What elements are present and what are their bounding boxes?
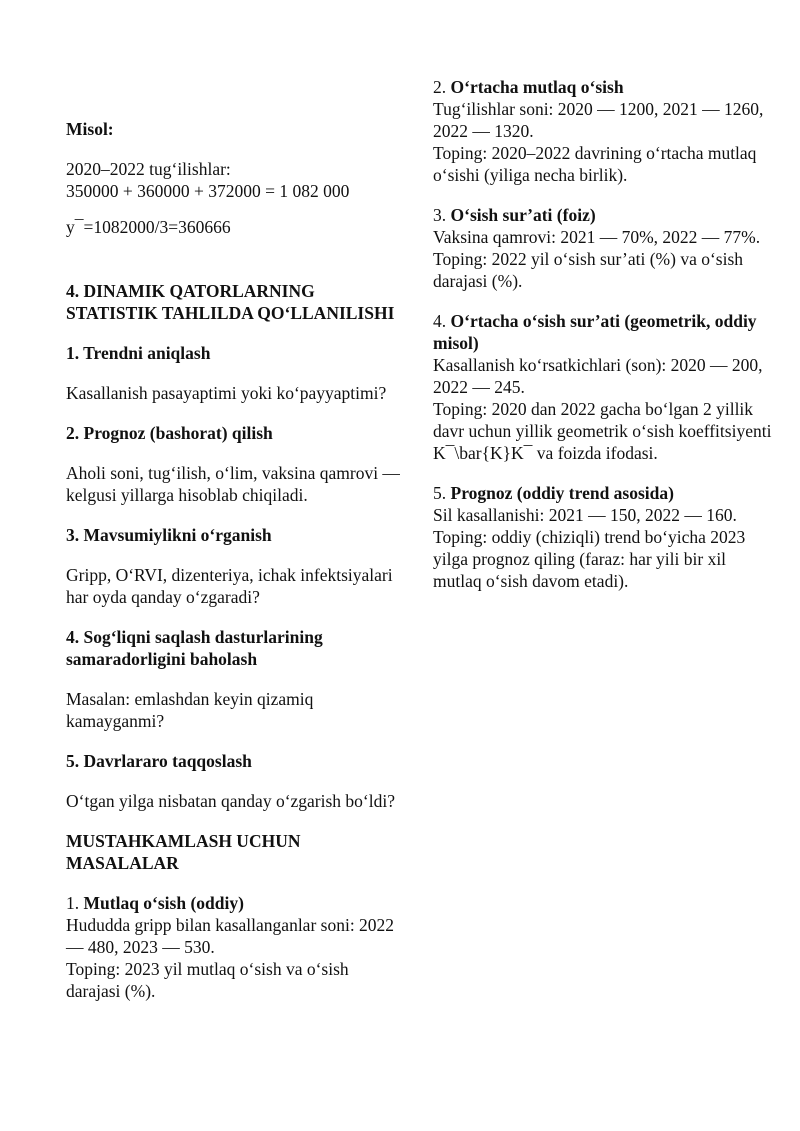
item-text: Kasallanish pasayaptimi yoki ko‘payyaptimi? <box>66 383 387 403</box>
task-data: Tug‘ilishlar soni: 2020 — 1200, 2021 — 1260, 2022 — 1320. <box>433 99 764 141</box>
task-number: 1. <box>66 893 84 913</box>
births-label: 2020–2022 tug‘ilishlar: <box>66 159 231 179</box>
section-heading: 4. DINAMIK QATORLARNING STATISTIK TAHLILDA QO‘LLANILISHI <box>66 281 395 323</box>
task-data: Hududda gripp bilan kasallanganlar soni: 2022 — 480, 2023 — 530. <box>66 915 395 957</box>
item-text: Masalan: emlashdan keyin qizamiq kamayganmi? <box>66 689 314 731</box>
item-title: 2. Prognoz (bashorat) qilish <box>66 423 273 443</box>
mean-formula: y¯=1082000/3=360666 <box>66 217 231 237</box>
misol-heading: Misol: <box>66 119 114 139</box>
task-number: 2. <box>433 77 451 97</box>
item-text: O‘tgan yilga nisbatan qanday o‘zgarish bo‘ldi? <box>66 791 395 811</box>
right-column <box>433 76 773 592</box>
task-question: Toping: 2020–2022 davrining o‘rtacha mutlaq o‘sishi (yiliga necha birlik). <box>433 143 757 185</box>
task-title-line <box>433 482 773 504</box>
task-number: 3. <box>433 205 451 225</box>
item-title: 3. Mavsumiylikni o‘rganish <box>66 525 272 545</box>
task-title-line <box>66 892 406 914</box>
task-data: Sil kasallanishi: 2021 — 150, 2022 — 160. <box>433 505 737 525</box>
task-question: Toping: 2022 yil o‘sish sur’ati (%) va o‘sish darajasi (%). <box>433 249 744 291</box>
item-title: 5. Davrlararo taqqoslash <box>66 751 252 771</box>
task-title: Prognoz (oddiy trend asosida) <box>450 483 674 503</box>
item-title: 1. Trendni aniqlash <box>66 343 211 363</box>
births-sum: 350000 + 360000 + 372000 = 1 082 000 <box>66 181 350 201</box>
task-data: Vaksina qamrovi: 2021 — 70%, 2022 — 77%. <box>433 227 761 247</box>
item-text: Aholi soni, tug‘ilish, o‘lim, vaksina qamrovi — kelgusi yillarga hisoblab chiqiladi. <box>66 463 400 505</box>
item-title: 4. Sog‘liqni saqlash dasturlarining samaradorligini baholash <box>66 627 323 669</box>
task-question: Toping: oddiy (chiziqli) trend bo‘yicha 2023 yilga prognoz qiling (faraz: har yili bir xil mutlaq o‘sish davom etadi). <box>433 527 746 591</box>
task-data: Kasallanish ko‘rsatkichlari (son): 2020 — 200, 2022 — 245. <box>433 355 763 397</box>
task-question: Toping: 2020 dan 2022 gacha bo‘lgan 2 yillik davr uchun yillik geometrik o‘sish koeffitsiyenti K¯\bar{K}K¯ va foizda ifodasi. <box>433 399 772 463</box>
task-title-line <box>433 76 773 98</box>
task-title: O‘rtacha mutlaq o‘sish <box>450 77 624 97</box>
task-title: O‘sish sur’ati (foiz) <box>450 205 596 225</box>
exercises-heading: MUSTAHKAMLASH UCHUN MASALALAR <box>66 831 301 873</box>
task-question: Toping: 2023 yil mutlaq o‘sish va o‘sish darajasi (%). <box>66 959 349 1001</box>
task-title: O‘rtacha o‘sish sur’ati (geometrik, oddiy misol) <box>433 311 757 353</box>
task-number: 5. <box>433 483 451 503</box>
left-column <box>66 118 406 1002</box>
task-title: Mutlaq o‘sish (oddiy) <box>83 893 244 913</box>
task-title-line <box>433 204 773 226</box>
item-text: Gripp, O‘RVI, dizenteriya, ichak infektsiyalari har oyda qanday o‘zgaradi? <box>66 565 393 607</box>
task-title-line <box>433 310 773 354</box>
task-number: 4. <box>433 311 451 331</box>
